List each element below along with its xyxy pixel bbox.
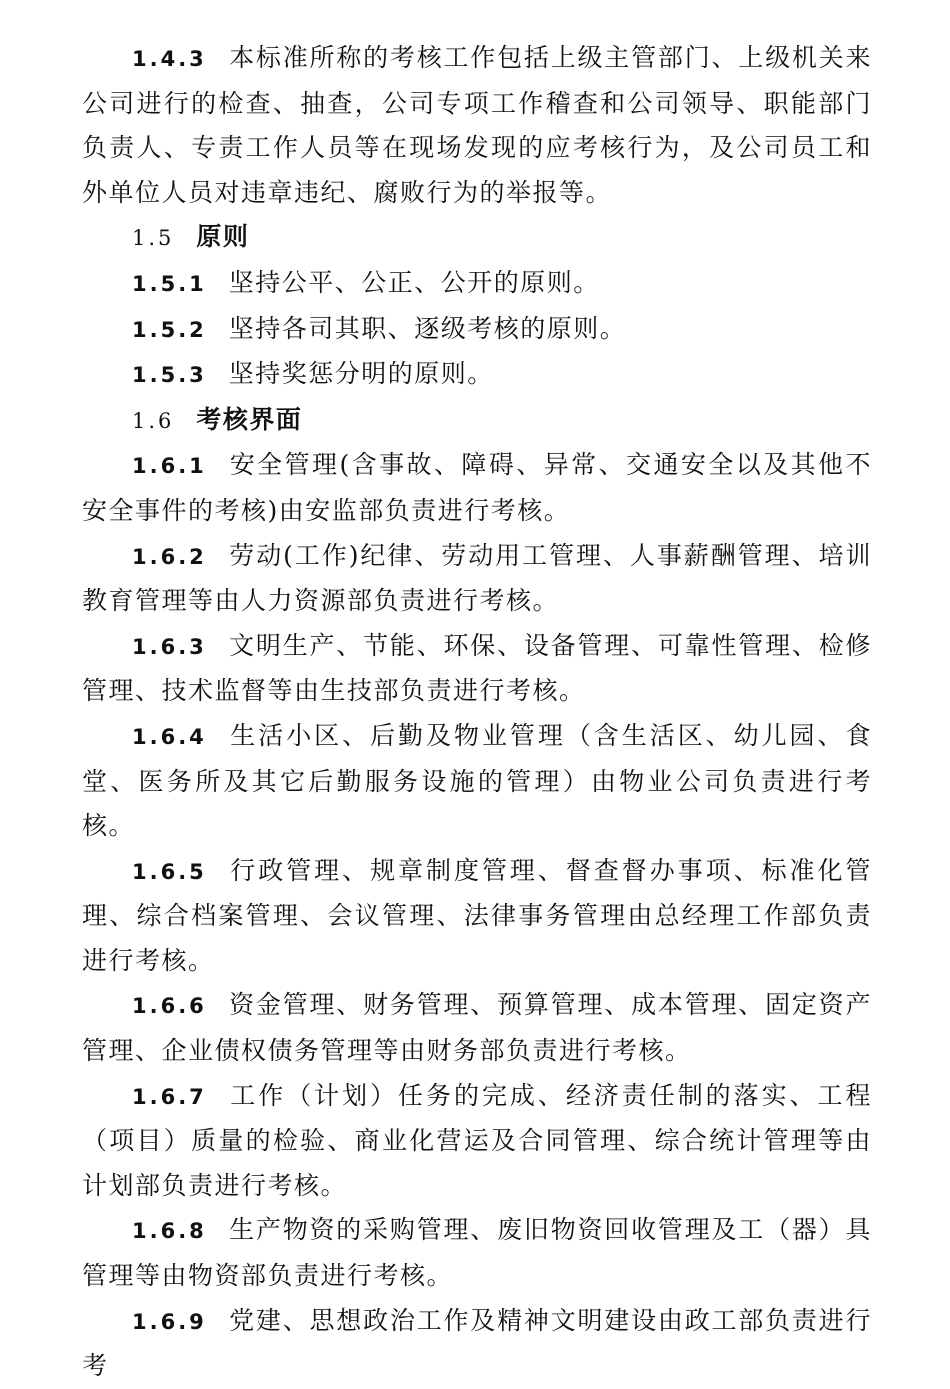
paragraph-1-6-7 <box>82 1074 872 1209</box>
document-page <box>82 36 872 1389</box>
paragraph-1-6-3 <box>82 624 872 714</box>
clause-text: 党建、思想政治工作及精神文明建设由政工部负责进行考 <box>82 1305 872 1381</box>
paragraph-1-6-8 <box>82 1208 872 1298</box>
clause-number: 1.6.4 <box>132 724 207 749</box>
clause-text: 坚持各司其职、逐级考核的原则。 <box>228 313 627 343</box>
clause-text: 文明生产、节能、环保、设备管理、可靠性管理、检修管理、技术监督等由生技部负责进行考核。 <box>82 630 872 706</box>
section-number: 1.5 <box>132 226 175 251</box>
clause-number: 1.6.3 <box>132 634 207 659</box>
clause-number: 1.6.2 <box>132 544 207 569</box>
clause-number: 1.6.5 <box>132 859 207 884</box>
clause-number: 1.6.1 <box>132 454 207 479</box>
clause-number: 1.6.7 <box>132 1084 207 1109</box>
section-heading-1-5 <box>82 215 872 261</box>
paragraph-1-6-6 <box>82 983 872 1073</box>
paragraph-1-5-3 <box>82 352 872 398</box>
clause-text: 劳动(工作)纪律、劳动用工管理、人事薪酬管理、培训教育管理等由人力资源部负责进行考核。 <box>82 540 872 616</box>
clause-number: 1.6.6 <box>132 994 207 1019</box>
paragraph-1-6-1 <box>82 443 872 533</box>
clause-number: 1.5.3 <box>132 363 207 388</box>
section-title: 原则 <box>196 222 250 252</box>
clause-text: 工作（计划）任务的完成、经济责任制的落实、工程（项目）质量的检验、商业化营运及合同管理、综合统计管理等由计划部负责进行考核。 <box>82 1080 872 1200</box>
clause-text: 生产物资的采购管理、废旧物资回收管理及工（器）具管理等由物资部负责进行考核。 <box>82 1215 872 1291</box>
paragraph-1-6-2 <box>82 534 872 624</box>
clause-text: 坚持公平、公正、公开的原则。 <box>228 267 600 297</box>
clause-text: 行政管理、规章制度管理、督查督办事项、标准化管理、综合档案管理、会议管理、法律事务管理由总经理工作部负责进行考核。 <box>82 855 872 975</box>
clause-text: 本标准所称的考核工作包括上级主管部门、上级机关来公司进行的检查、抽查，公司专项工作稽查和公司领导、职能部门负责人、专责工作人员等在现场发现的应考核行为，及公司员工和外单位人员对违章违纪、腐败行为的举报等。 <box>82 43 872 207</box>
clause-number: 1.4.3 <box>132 47 207 71</box>
paragraph-1-5-2 <box>82 307 872 353</box>
section-number: 1.6 <box>132 408 175 433</box>
paragraph-1-6-5 <box>82 849 872 984</box>
section-title: 考核界面 <box>196 404 303 434</box>
section-heading-1-6 <box>82 398 872 444</box>
clause-text: 生活小区、后勤及物业管理（含生活区、幼儿园、食堂、医务所及其它后勤服务设施的管理）由物业公司负责进行考核。 <box>82 720 872 841</box>
clause-number: 1.5.1 <box>132 271 207 296</box>
clause-text: 资金管理、财务管理、预算管理、成本管理、固定资产管理、企业债权债务管理等由财务部负责进行考核。 <box>82 990 872 1066</box>
paragraph-1-5-1 <box>82 261 872 307</box>
clause-text: 坚持奖惩分明的原则。 <box>228 359 494 389</box>
paragraph-1-4-3 <box>82 36 872 215</box>
paragraph-1-6-4 <box>82 714 872 849</box>
clause-text: 安全管理(含事故、障碍、异常、交通安全以及其他不安全事件的考核)由安监部负责进行考核。 <box>82 450 872 525</box>
clause-number: 1.6.9 <box>132 1309 207 1334</box>
clause-number: 1.6.8 <box>132 1219 207 1244</box>
clause-number: 1.5.2 <box>132 317 207 342</box>
